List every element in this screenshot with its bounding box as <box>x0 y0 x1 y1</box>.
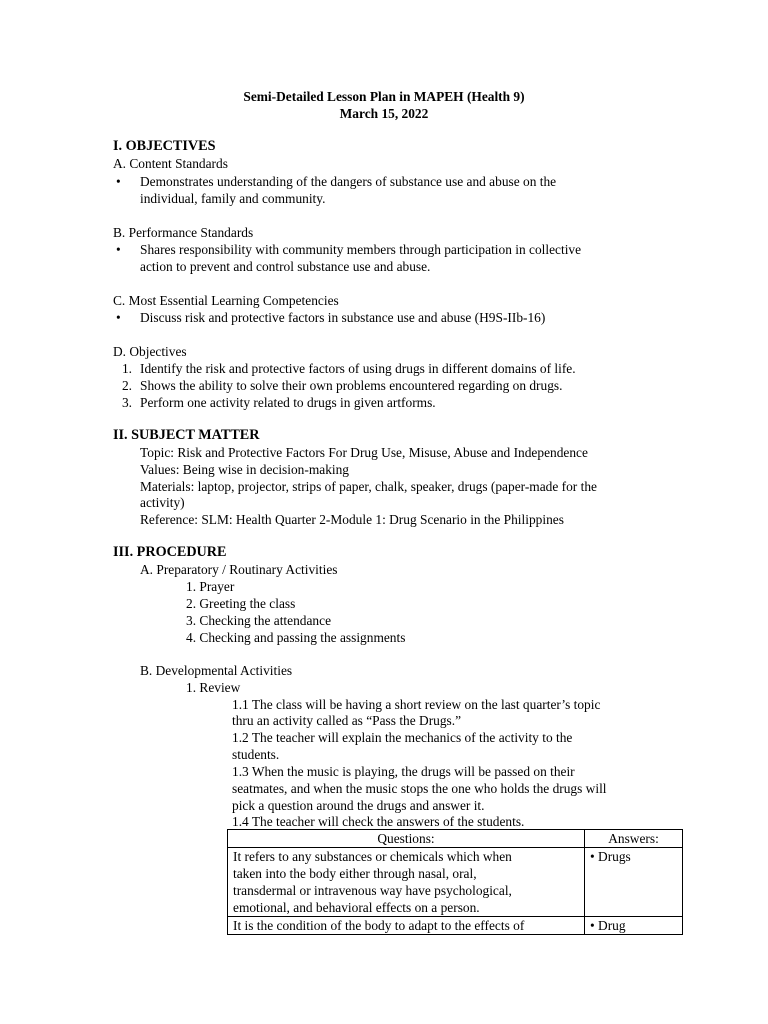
bullet-symbol: • <box>116 242 121 257</box>
answer-cell: • Drug <box>585 917 683 935</box>
table-row <box>228 848 683 917</box>
review-step-line: 1.4 The teacher will check the answers of the students. <box>232 814 525 829</box>
topic-line: Topic: Risk and Protective Factors For Drug Use, Misuse, Abuse and Independence <box>140 445 588 460</box>
developmental-label: B. Developmental Activities <box>140 663 293 678</box>
content-standards-label: A. Content Standards <box>113 156 228 171</box>
review-step-line: seatmates, and when the music stops the one who holds the drugs will <box>232 781 607 796</box>
objectives-list-label: D. Objectives <box>113 344 187 359</box>
bullet-text: Shares responsibility with community members through participation in collective <box>140 242 582 257</box>
materials-line: Materials: laptop, projector, strips of paper, chalk, speaker, drugs (paper-made for the <box>140 479 597 494</box>
review-step-line: students. <box>232 747 280 762</box>
objective-number: 2. <box>121 378 132 393</box>
performance-standards-label: B. Performance Standards <box>113 225 254 240</box>
title-line: Semi-Detailed Lesson Plan in MAPEH (Health 9) <box>243 89 525 104</box>
bullet-symbol: • <box>116 174 121 189</box>
objective-text: Identify the risk and protective factors of using drugs in different domains of life. <box>140 361 576 376</box>
question-line: emotional, and behavioral effects on a person. <box>233 900 480 915</box>
questions-answers-table <box>227 829 683 935</box>
review-step-line: 1.2 The teacher will explain the mechanics of the activity to the <box>232 730 573 745</box>
bullet-text: Demonstrates understanding of the dangers of substance use and abuse on the <box>140 174 557 189</box>
objective-number: 3. <box>121 395 132 410</box>
review-label: 1. Review <box>186 680 241 695</box>
bullet-text-continued: individual, family and community. <box>140 191 326 206</box>
preparatory-item: 2. Greeting the class <box>186 596 296 611</box>
objective-text: Shows the ability to solve their own problems encountered regarding on drugs. <box>140 378 563 393</box>
question-line: It refers to any substances or chemicals which when <box>233 849 512 864</box>
review-step-line: thru an activity called as “Pass the Drugs.” <box>232 713 462 728</box>
question-cell <box>228 848 585 917</box>
document-title <box>0 88 768 122</box>
question-line: taken into the body either through nasal, oral, <box>233 866 477 881</box>
question-line: transdermal or intravenous way have psychological, <box>233 883 512 898</box>
preparatory-item: 1. Prayer <box>186 579 235 594</box>
melc-label: C. Most Essential Learning Competencies <box>113 293 339 308</box>
review-step-line: 1.1 The class will be having a short review on the last quarter’s topic <box>232 697 601 712</box>
objective-text: Perform one activity related to drugs in given artforms. <box>140 395 436 410</box>
date-line: March 15, 2022 <box>339 106 429 121</box>
answers-column-header: Answers: <box>585 830 683 848</box>
bullet-text-continued: action to prevent and control substance use and abuse. <box>140 259 431 274</box>
table-row <box>228 917 683 935</box>
review-step-line: 1.3 When the music is playing, the drugs will be passed on their <box>232 764 575 779</box>
subject-matter-heading: II. SUBJECT MATTER <box>113 427 260 443</box>
objectives-heading: I. OBJECTIVES <box>113 138 216 154</box>
preparatory-item: 4. Checking and passing the assignments <box>186 630 406 645</box>
table-header-row <box>228 830 683 848</box>
reference-line: Reference: SLM: Health Quarter 2-Module 1: Drug Scenario in the Philippines <box>140 512 564 527</box>
preparatory-label: A. Preparatory / Routinary Activities <box>140 562 338 577</box>
questions-column-header: Questions: <box>228 830 585 848</box>
question-cell <box>228 917 585 935</box>
bullet-text: Discuss risk and protective factors in substance use and abuse (H9S-IIb-16) <box>140 310 546 325</box>
objective-number: 1. <box>121 361 132 376</box>
procedure-heading: III. PROCEDURE <box>113 544 227 560</box>
preparatory-item: 3. Checking the attendance <box>186 613 332 628</box>
values-line: Values: Being wise in decision-making <box>140 462 350 477</box>
materials-line-continued: activity) <box>140 495 185 510</box>
bullet-symbol: • <box>116 310 121 325</box>
review-step-line: pick a question around the drugs and answer it. <box>232 798 485 813</box>
answer-cell: • Drugs <box>585 848 683 917</box>
question-line: It is the condition of the body to adapt to the effects of <box>233 918 525 933</box>
